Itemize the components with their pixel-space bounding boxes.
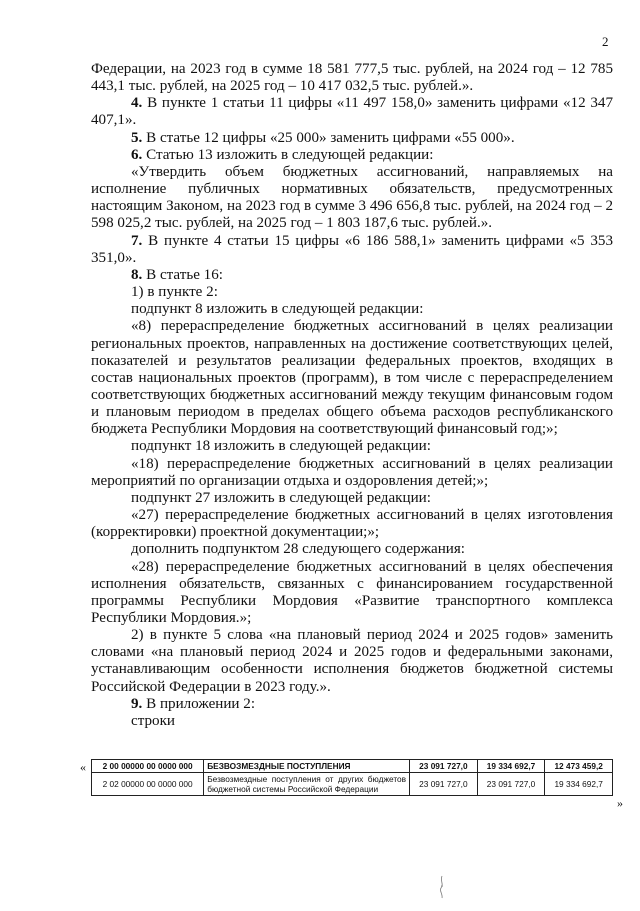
table-cell-value-2: 19 334 692,7 — [477, 760, 545, 773]
paragraph-7: 1) в пункте 2: — [131, 284, 218, 301]
paragraph-0: Федерации, на 2023 год в сумме 18 581 777,5 тыс. рублей, на 2024 год – 12 785 443,1 тыс. рублей, на 2025 год – 10 417 032,5 тыс. рублей.». — [91, 61, 613, 95]
paragraph-8: подпункт 8 изложить в следующей редакции: — [131, 301, 424, 318]
table-open-quote: « — [80, 760, 86, 774]
table-cell-code: 2 02 00000 00 0000 000 — [92, 773, 204, 796]
table-cell-value-3: 12 473 459,2 — [545, 760, 613, 773]
table-cell-name: Безвозмездные поступления от других бюджетов бюджетной системы Российской Федерации — [204, 773, 410, 796]
paragraph-17: 9. В приложении 2: — [131, 695, 256, 712]
paragraph-16: 2) в пункте 5 слова «на плановый период 2024 и 2025 годов» заменить словами «на плановый период 2024 и 2025 годов и федеральными законами, устанавливающим особенности исполнения бюджетов бюджетной системы Российской Федерации в 2023 году.». — [91, 627, 613, 695]
table-cell-name: БЕЗВОЗМЕЗДНЫЕ ПОСТУПЛЕНИЯ — [204, 760, 410, 773]
appendix-table — [91, 759, 613, 796]
document-body — [91, 61, 613, 730]
paragraph-6: 8. В статье 16: — [131, 266, 223, 283]
table-cell-value-3: 19 334 692,7 — [545, 773, 613, 796]
paragraph-11: «18) перераспределение бюджетных ассигнований в целях реализации мероприятий по организации отдыха и оздоровления детей;»; — [91, 455, 613, 489]
paragraph-10: подпункт 18 изложить в следующей редакции: — [131, 438, 431, 455]
paragraph-4: «Утвердить объем бюджетных ассигнований, направляемых на исполнение публичных нормативных обязательств, предусмотренных настоящим Законом, на 2023 год в сумме 3 496 656,8 тыс. рублей, на 2024 год – 2 598 025,2 тыс. рублей, на 2025 год – 1 803 187,6 тыс. рублей.». — [91, 163, 613, 232]
page-number: 2 — [602, 34, 609, 49]
table-cell-code: 2 00 00000 00 0000 000 — [92, 760, 204, 773]
table-row — [92, 760, 613, 773]
table-row — [92, 773, 613, 796]
paragraph-18: строки — [131, 712, 175, 729]
table-close-quote: » — [617, 796, 623, 810]
paragraph-5: 7. В пункте 4 статьи 15 цифры «6 186 588,1» заменить цифрами «5 353 351,0». — [91, 232, 613, 266]
paragraph-15: «28) перераспределение бюджетных ассигнований в целях обеспечения исполнения обязательств, связанных с финансированием государственной программы Республики Мордовия «Развитие транспортного комплекса Республики Мордовия.»; — [91, 558, 613, 626]
paragraph-13: «27) перераспределение бюджетных ассигнований в целях изготовления (корректировки) проектной документации;»; — [91, 507, 613, 541]
paragraph-12: подпункт 27 изложить в следующей редакции: — [131, 489, 431, 506]
table-cell-value-1: 23 091 727,0 — [410, 760, 478, 773]
paragraph-3: 6. Статью 13 изложить в следующей редакции: — [131, 146, 434, 163]
paragraph-2: 5. В статье 12 цифры «25 000» заменить цифрами «55 000». — [131, 129, 515, 146]
paragraph-9: «8) перераспределение бюджетных ассигнований в целях реализации региональных проектов, направленных на достижение соответствующих целей, показателей и результатов реализации федеральных проектов, входящих в состав национальных проектов (программ), в том числе с перераспределением соответствующих бюджетных ассигнований между текущим финансовым годом и плановым периодом в пределах общего объема расходов республиканского бюджета Республики Мордовия на соответствующий финансовый год;»; — [91, 318, 613, 438]
paragraph-14: дополнить подпунктом 28 следующего содержания: — [131, 541, 465, 558]
table-cell-value-2: 23 091 727,0 — [477, 773, 545, 796]
margin-mark — [437, 875, 447, 899]
paragraph-1: 4. В пункте 1 статьи 11 цифры «11 497 158,0» заменить цифрами «12 347 407,1». — [91, 95, 613, 129]
table-cell-value-1: 23 091 727,0 — [410, 773, 478, 796]
